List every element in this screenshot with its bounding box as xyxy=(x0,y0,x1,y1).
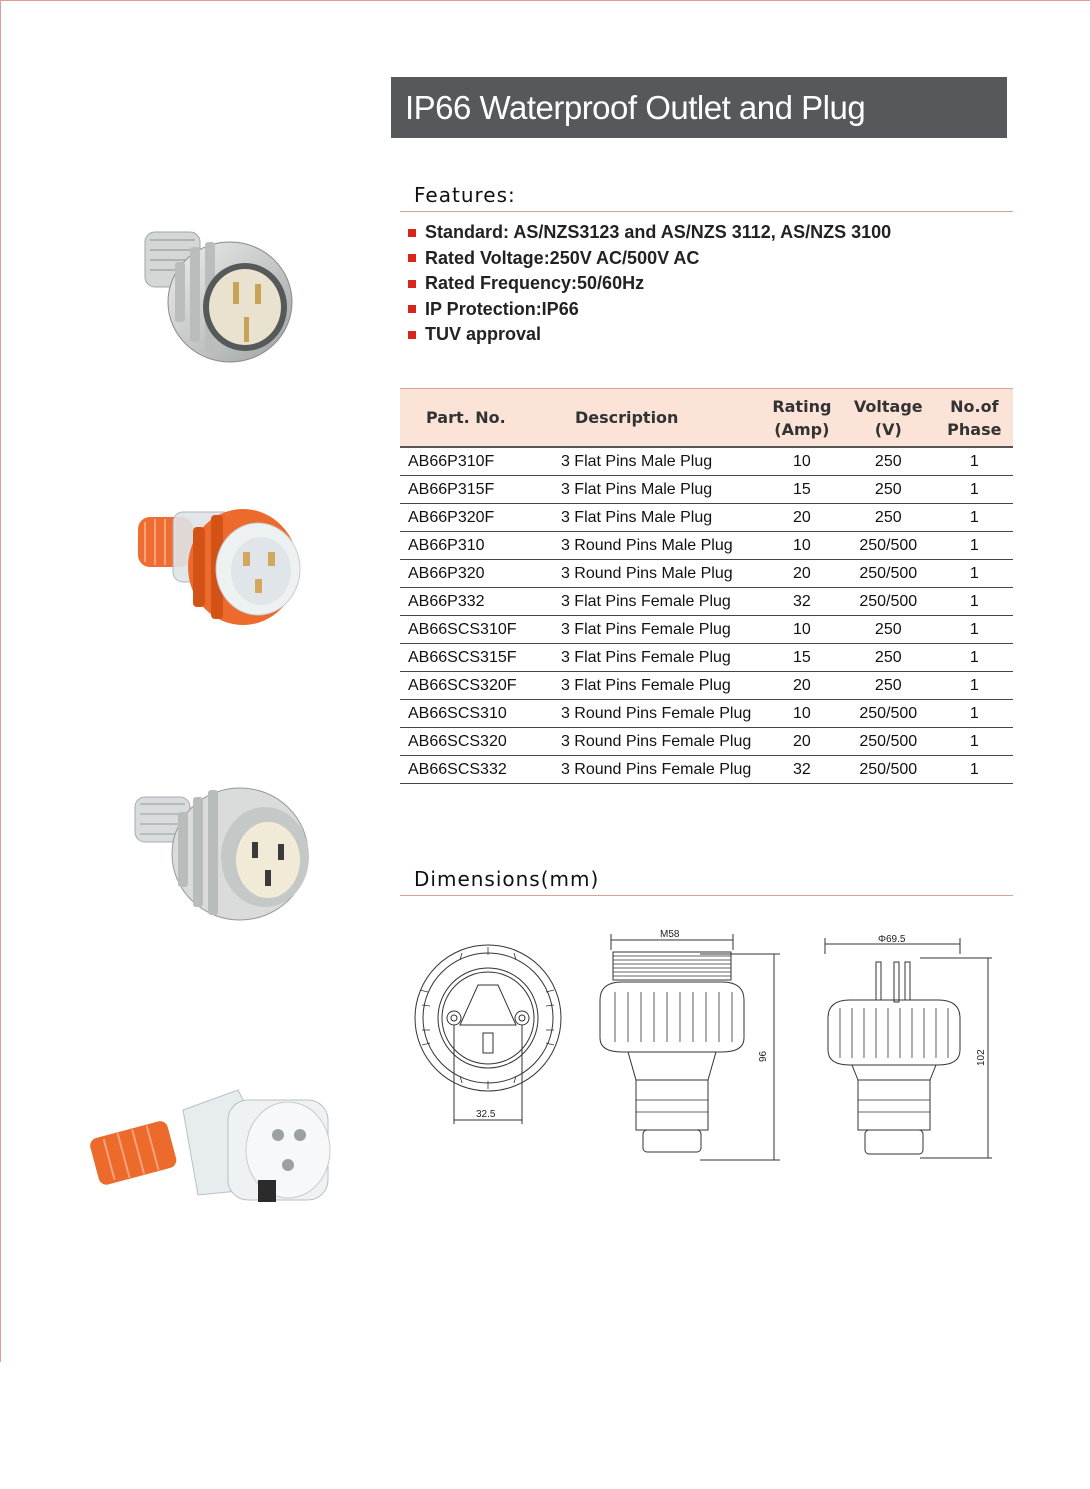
feature-item xyxy=(408,322,891,348)
cell-part: AB66P320 xyxy=(400,560,561,588)
cell-part: AB66SCS310F xyxy=(400,616,561,644)
header-rating xyxy=(763,389,841,448)
header-phase-line1: No.of xyxy=(950,396,999,416)
table-row xyxy=(400,476,1013,504)
cell-voltage: 250 xyxy=(841,644,936,672)
cell-description: 3 Flat Pins Female Plug xyxy=(561,588,763,616)
cell-part: AB66SCS315F xyxy=(400,644,561,672)
cell-rating: 15 xyxy=(763,476,841,504)
cell-phase: 1 xyxy=(936,588,1013,616)
features-heading-text: Features: xyxy=(414,183,516,207)
feature-item xyxy=(408,297,891,323)
cell-phase: 1 xyxy=(936,447,1013,476)
cell-description: 3 Flat Pins Female Plug xyxy=(561,672,763,700)
cell-part: AB66SCS320F xyxy=(400,672,561,700)
dimensions-heading xyxy=(400,867,1013,896)
cell-part: AB66P310F xyxy=(400,447,561,476)
table-row xyxy=(400,532,1013,560)
grey-socket-photo-icon xyxy=(130,782,315,927)
dim-thread-label: M58 xyxy=(660,929,680,940)
cell-voltage: 250/500 xyxy=(841,700,936,728)
cell-description: 3 Flat Pins Female Plug xyxy=(561,616,763,644)
page-border-left xyxy=(0,0,1,1362)
socket-side-drawing xyxy=(600,934,780,1160)
table-header-row xyxy=(400,389,1013,448)
table-row xyxy=(400,616,1013,644)
table-row xyxy=(400,700,1013,728)
table-row xyxy=(400,728,1013,756)
dim-socket-height-label: 96 xyxy=(758,1050,769,1062)
feature-item xyxy=(408,246,891,272)
cell-phase: 1 xyxy=(936,672,1013,700)
cell-description: 3 Round Pins Female Plug xyxy=(561,700,763,728)
cell-description: 3 Round Pins Female Plug xyxy=(561,756,763,784)
header-voltage-line2: (V) xyxy=(874,419,902,439)
dim-plug-height-label: 102 xyxy=(976,1049,987,1066)
cell-rating: 15 xyxy=(763,644,841,672)
cell-rating: 20 xyxy=(763,728,841,756)
dimension-drawings xyxy=(400,920,1020,1180)
feature-text: Rated Voltage:250V AC/500V AC xyxy=(425,247,700,268)
header-phase-line2: Phase xyxy=(947,419,1002,439)
cell-rating: 20 xyxy=(763,560,841,588)
header-phase xyxy=(936,389,1013,448)
page-title-bar xyxy=(391,77,1007,138)
feature-text: TUV approval xyxy=(425,324,542,345)
bullet-square-icon xyxy=(408,254,416,262)
dimensions-heading-text: Dimensions(mm) xyxy=(414,867,600,891)
orange-round-pin-plug-photo-icon xyxy=(133,497,308,637)
cell-rating: 20 xyxy=(763,672,841,700)
feature-text: Standard: AS/NZS3123 and AS/NZS 3112, AS/NZS 3100 xyxy=(425,222,892,243)
header-voltage xyxy=(841,389,936,448)
cell-voltage: 250/500 xyxy=(841,560,936,588)
cell-rating: 32 xyxy=(763,756,841,784)
socket-face-drawing xyxy=(415,945,561,1124)
page-border-top xyxy=(0,0,1090,1)
cell-description: 3 Round Pins Male Plug xyxy=(561,532,763,560)
cell-voltage: 250 xyxy=(841,672,936,700)
features-heading xyxy=(400,183,1013,212)
page-title: IP66 Waterproof Outlet and Plug xyxy=(405,88,866,126)
plug-side-drawing xyxy=(825,938,992,1158)
cell-phase: 1 xyxy=(936,700,1013,728)
bullet-square-icon xyxy=(408,331,416,339)
cell-part: AB66P315F xyxy=(400,476,561,504)
cell-voltage: 250 xyxy=(841,447,936,476)
cell-phase: 1 xyxy=(936,728,1013,756)
cell-part: AB66SCS310 xyxy=(400,700,561,728)
cell-description: 3 Flat Pins Male Plug xyxy=(561,447,763,476)
dim-face-width-label: 32.5 xyxy=(476,1109,496,1120)
cell-phase: 1 xyxy=(936,532,1013,560)
spec-table xyxy=(400,388,1013,784)
cell-description: 3 Round Pins Female Plug xyxy=(561,728,763,756)
cell-part: AB66P320F xyxy=(400,504,561,532)
header-rating-line2: (Amp) xyxy=(774,419,830,439)
feature-item xyxy=(408,220,891,246)
cell-part: AB66SCS332 xyxy=(400,756,561,784)
header-description: Description xyxy=(561,389,763,448)
cell-voltage: 250/500 xyxy=(841,532,936,560)
table-row xyxy=(400,560,1013,588)
cell-rating: 20 xyxy=(763,504,841,532)
cell-voltage: 250 xyxy=(841,616,936,644)
cell-part: AB66SCS320 xyxy=(400,728,561,756)
feature-item xyxy=(408,271,891,297)
cell-phase: 1 xyxy=(936,476,1013,504)
dim-plug-diameter-label: Φ69.5 xyxy=(878,934,906,945)
cell-voltage: 250/500 xyxy=(841,588,936,616)
table-row xyxy=(400,447,1013,476)
cell-phase: 1 xyxy=(936,560,1013,588)
cell-phase: 1 xyxy=(936,644,1013,672)
grey-flat-pin-plug-photo-icon xyxy=(130,222,300,367)
header-voltage-line1: Voltage xyxy=(853,396,923,416)
cell-rating: 10 xyxy=(763,447,841,476)
cell-description: 3 Flat Pins Male Plug xyxy=(561,504,763,532)
header-rating-line1: Rating xyxy=(772,396,832,416)
cell-phase: 1 xyxy=(936,756,1013,784)
cell-phase: 1 xyxy=(936,504,1013,532)
cell-voltage: 250/500 xyxy=(841,756,936,784)
table-row xyxy=(400,644,1013,672)
feature-text: Rated Frequency:50/60Hz xyxy=(425,273,645,294)
table-row xyxy=(400,504,1013,532)
feature-text: IP Protection:IP66 xyxy=(425,298,579,319)
cell-voltage: 250/500 xyxy=(841,728,936,756)
cell-description: 3 Flat Pins Female Plug xyxy=(561,644,763,672)
features-list xyxy=(408,220,891,348)
cell-description: 3 Flat Pins Male Plug xyxy=(561,476,763,504)
bullet-square-icon xyxy=(408,280,416,288)
cell-part: AB66P310 xyxy=(400,532,561,560)
table-row xyxy=(400,588,1013,616)
cell-rating: 10 xyxy=(763,532,841,560)
cell-rating: 10 xyxy=(763,616,841,644)
cell-voltage: 250 xyxy=(841,504,936,532)
header-part-no: Part. No. xyxy=(400,389,561,448)
cell-description: 3 Round Pins Male Plug xyxy=(561,560,763,588)
bullet-square-icon xyxy=(408,229,416,237)
orange-angled-socket-photo-icon xyxy=(88,1080,353,1215)
cell-voltage: 250 xyxy=(841,476,936,504)
cell-rating: 10 xyxy=(763,700,841,728)
bullet-square-icon xyxy=(408,305,416,313)
cell-phase: 1 xyxy=(936,616,1013,644)
table-row xyxy=(400,756,1013,784)
cell-rating: 32 xyxy=(763,588,841,616)
cell-part: AB66P332 xyxy=(400,588,561,616)
table-row xyxy=(400,672,1013,700)
